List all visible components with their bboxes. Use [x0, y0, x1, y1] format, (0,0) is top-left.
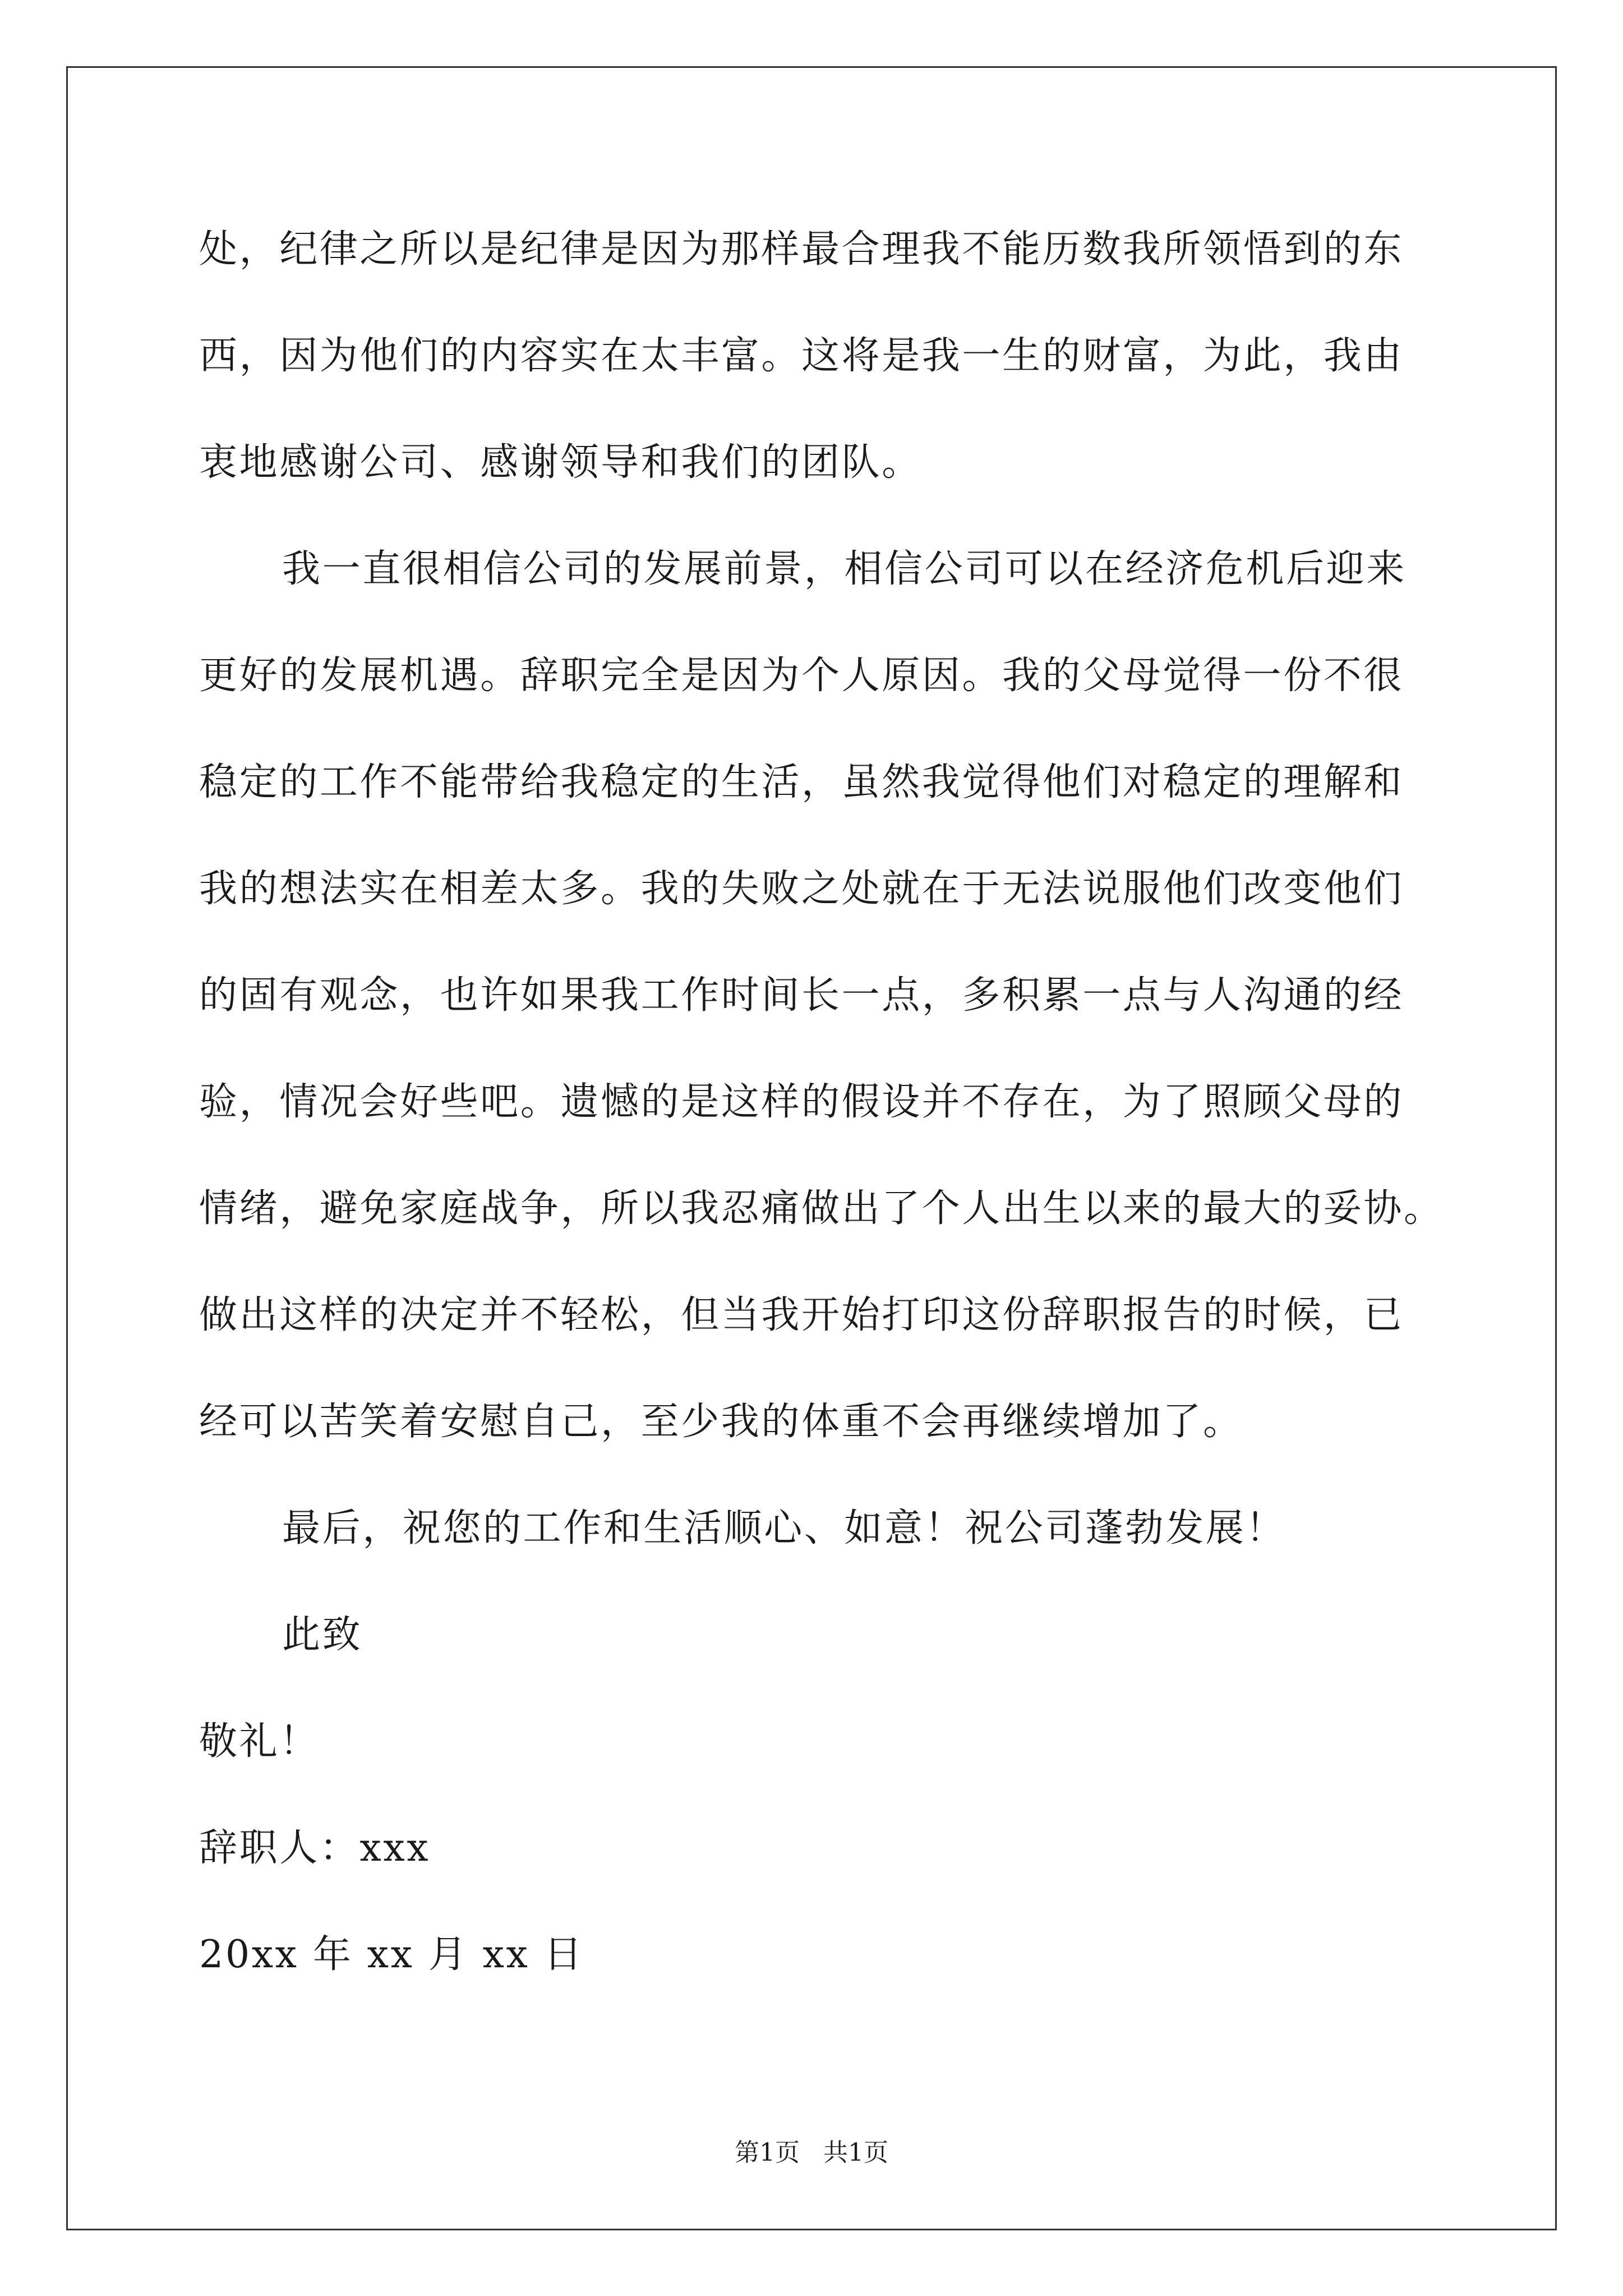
body-line: 西，因为他们的内容实在太丰富。这将是我一生的财富，为此，我由	[199, 334, 1404, 378]
date: 20xx 年 xx 月 xx 日	[199, 1932, 584, 1977]
signature: 辞职人：xxx	[199, 1826, 431, 1870]
body-line: 衷地感谢公司、感谢领导和我们的团队。	[199, 440, 922, 485]
body-line: 验，情况会好些吧。遗憾的是这样的假设并不存在，为了照顾父母的	[199, 1080, 1404, 1124]
body-line: 更好的发展机遇。辞职完全是因为个人原因。我的父母觉得一份不很	[199, 654, 1404, 698]
body-line: 情绪，避免家庭战争，所以我忍痛做出了个人出生以来的最大的妥协。	[199, 1186, 1444, 1231]
page-number-footer: 第1页 共1页	[735, 2138, 888, 2167]
body-line: 处，纪律之所以是纪律是因为那样最合理我不能历数我所领悟到的东	[199, 227, 1404, 272]
closing-respect: 敬礼！	[199, 1719, 320, 1764]
closing-salutation: 此致	[282, 1613, 363, 1657]
body-line: 经可以苦笑着安慰自己，至少我的体重不会再继续增加了。	[199, 1400, 1243, 1444]
body-line: 最后，祝您的工作和生活顺心、如意！祝公司蓬勃发展！	[282, 1506, 1287, 1550]
body-line: 做出这样的决定并不轻松，但当我开始打印这份辞职报告的时候，已	[199, 1293, 1404, 1337]
body-line: 我的想法实在相差太多。我的失败之处就在于无法说服他们改变他们	[199, 867, 1404, 911]
body-line: 的固有观念，也许如果我工作时间长一点，多积累一点与人沟通的经	[199, 973, 1404, 1018]
body-line: 我一直很相信公司的发展前景，相信公司可以在经济危机后迎来	[282, 547, 1407, 591]
page-border	[66, 66, 1557, 2230]
body-line: 稳定的工作不能带给我稳定的生活，虽然我觉得他们对稳定的理解和	[199, 760, 1404, 804]
